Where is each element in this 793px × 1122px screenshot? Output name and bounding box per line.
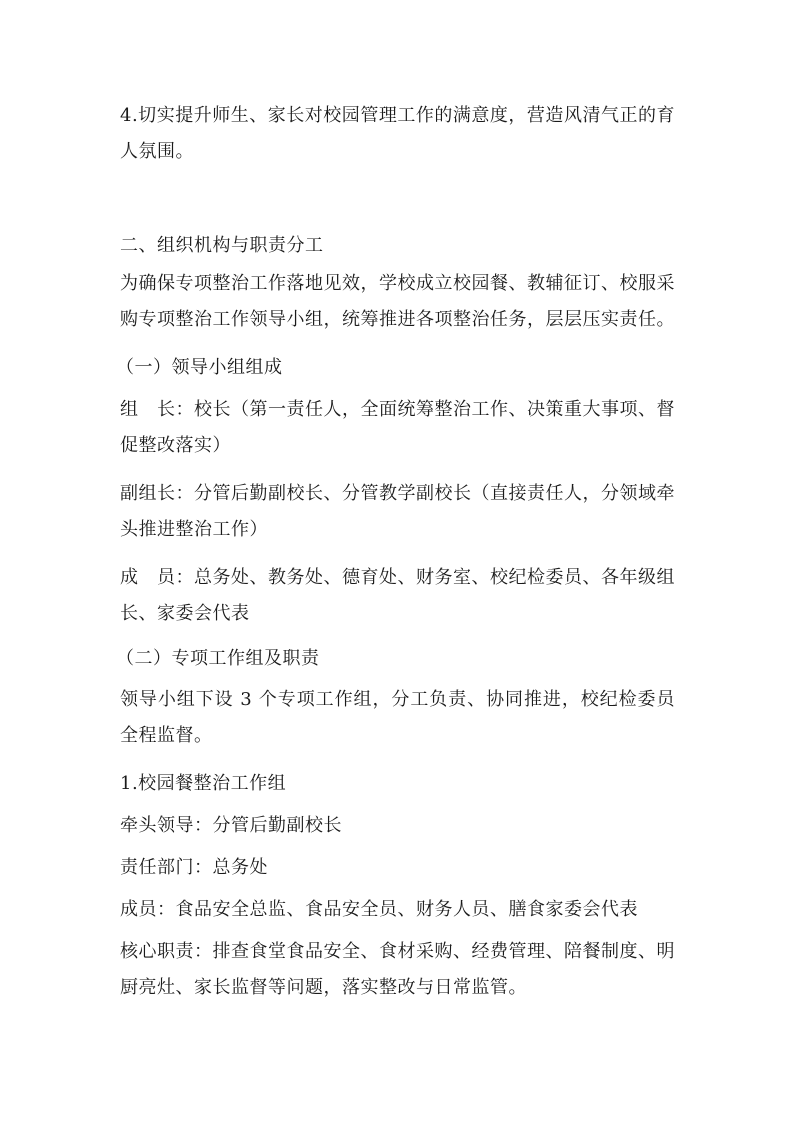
group-leader-paragraph: 组 长：校长（第一责任人，全面统筹整治工作、决策重大事项、督促整改落实） <box>120 399 675 456</box>
core-duties-paragraph: 核心职责：排查食堂食品安全、食材采购、经费管理、陪餐制度、明厨亮灶、家长监督等问题，落实整改与日常监管。 <box>120 941 675 998</box>
goal-item-4-paragraph: 4.切实提升师生、家长对校园管理工作的满意度，营造风清气正的育人氛围。 <box>120 105 675 162</box>
subheading-working-groups: （二）专项工作组及职责 <box>116 648 320 669</box>
intro-paragraph: 为确保专项整治工作落地见效，学校成立校园餐、教辅征订、校服采购专项整治工作领导小组，统筹推进各项整治任务，层层压实责任。 <box>120 273 675 330</box>
responsible-department-line: 责任部门：总务处 <box>120 857 268 878</box>
members-paragraph: 成 员：总务处、教务处、德育处、财务室、校纪检委员、各年级组长、家委会代表 <box>120 567 675 624</box>
lead-official-line: 牵头领导：分管后勤副校长 <box>120 815 342 836</box>
subheading-leadership-group: （一）领导小组组成 <box>116 357 283 378</box>
deputy-leader-paragraph: 副组长：分管后勤副校长、分管教学副校长（直接责任人，分领域牵头推进整治工作） <box>120 483 675 540</box>
campus-meal-group-heading: 1.校园餐整治工作组 <box>120 773 287 794</box>
section-heading-organization: 二、组织机构与职责分工 <box>120 235 324 256</box>
group-members-line: 成员：食品安全总监、食品安全员、财务人员、膳食家委会代表 <box>120 899 638 920</box>
working-groups-intro-paragraph: 领导小组下设 3 个专项工作组，分工负责、协同推进，校纪检委员全程监督。 <box>120 689 675 746</box>
